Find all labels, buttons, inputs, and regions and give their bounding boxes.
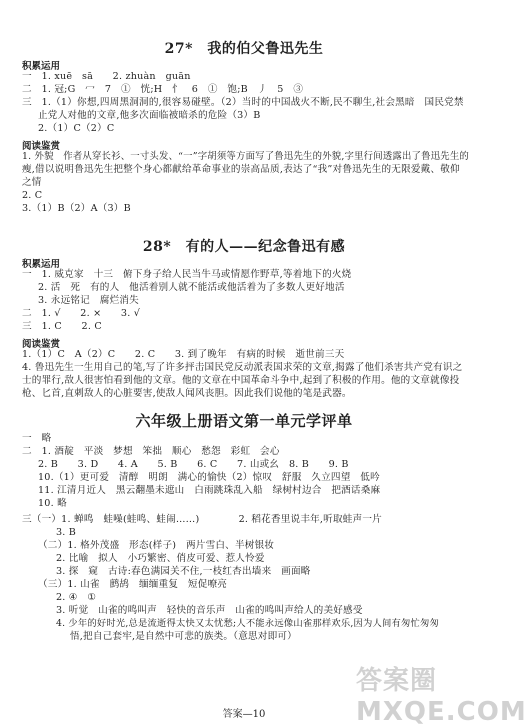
answer-line: 2.（1）C（2）C	[38, 123, 115, 134]
answer-line: 士的罪行,敌人很害怕看到他的文章。他的文章在中国革命斗争中,起到了积极的作用。他的文章就像投	[22, 375, 460, 386]
section-title-unit: 六年级上册语文第一单元学评单	[135, 412, 353, 430]
section-title-27: 27* 我的伯父鲁迅先生	[164, 41, 324, 57]
answer-line: 3.（1）B（2）A（3）B	[22, 203, 131, 214]
answer-line: 3. 探 窥 古诗:春色满园关不住,一枝红杏出墙来 画面略	[56, 566, 311, 577]
subheading-reading: 阅读鉴赏	[22, 339, 61, 350]
answer-line: 枪、匕首,直刺敌人的心脏要害,使敌人闻风丧胆。因此我们说他的笔是武器。	[22, 388, 352, 399]
answer-line: （三）1. 山雀 鹧鸪 缅缅重复 短促嘹亮	[38, 579, 228, 590]
answer-line: 二 1. 冠;G 冖 7 ① 恍;H 忄 6 ① 饱;B 丿 5 ③	[22, 84, 304, 95]
page-number: 答案—10	[222, 709, 266, 720]
answer-line: 11. 江清月近人 黑云翻墨未遮山 白雨跳珠乱入船 绿树村边合 把酒话桑麻	[38, 485, 381, 496]
answer-line: 三 1. C 2. C	[22, 321, 102, 332]
answer-line: 一 1. xuē sā 2. zhuàn guān	[22, 71, 191, 82]
answer-line: 1. 外貌 作者从穿长衫、一寸头发、“一”字胡须等方面写了鲁迅先生的外貌,字里行间透露出了鲁迅先生的	[22, 151, 469, 162]
answer-line: 2. B 3. D 4. A 5. B 6. C 7. 山或幺 8. B 9. B	[38, 459, 349, 470]
answer-line: 4. 少年的好时光,总是流逝得太快又太忧愁;人不能永远像山雀那样欢乐,因为人间有匆忙匆匆	[56, 618, 439, 629]
watermark-logo: 答案圈 MXQE.COM	[356, 666, 527, 727]
answer-line: 二 1. 酒靛 平淡 梦想 笨拙 顺心 愁怨 彩虹 会心	[22, 446, 280, 457]
subheading-accumulation: 积累运用	[22, 61, 61, 72]
answer-line: 1.（1）C A（2）C 2. C 3. 到了晚年 有病的时候 逝世前三天	[22, 349, 345, 360]
answer-line: 2. C	[22, 190, 43, 201]
answer-line: 止党人对他的文章,他多次面临被暗杀的危险（3）B	[38, 110, 261, 121]
answer-line: 2. ④ ①	[56, 592, 97, 603]
answer-line: 悟,把自己套牢,是自然中可悲的族类。（意思对即可）	[70, 631, 297, 642]
answer-line: 3. B	[56, 527, 77, 538]
answer-line: 一 1. 威克家 十三 俯下身子给人民当牛马或情愿作野草,等着地下的火烧	[22, 269, 352, 280]
answer-line: 之情	[22, 177, 42, 188]
answer-line: 3. 永远铭记 腐烂消失	[38, 295, 139, 306]
answer-line: 三（一）1. 蝉鸣 蛙噪(蛙鸣、蛙闹……) 2. 稻花香里说丰年,听取蛙声一片	[22, 514, 382, 525]
subheading-reading: 阅读鉴赏	[22, 141, 61, 152]
answer-line: 瘦,借以说明鲁迅先生把整个身心都献给革命事业的崇高品质,表达了“我”对鲁迅先生的无限爱戴、敬仰	[22, 164, 460, 175]
answer-line: （二）1. 格外茂盛 形态(样子) 两片雪白、半树银妆	[38, 540, 275, 551]
answer-line: 一 略	[22, 433, 52, 444]
answer-line: 10.（1）更可爱 清醇 明朗 满心的愉快（2）惊叹 舒服 久立四望 低吟	[38, 472, 380, 483]
answer-line: 2. 比喻 拟人 小巧繁密、俏皮可爱、惹人怜爱	[56, 553, 265, 564]
answer-line: 4. 鲁迅先生一生用自己的笔,写了许多抨击国民党反动派表国求荣的文章,揭露了他们杀害共产党有识之	[22, 362, 463, 373]
section-title-28: 28* 有的人——纪念鲁迅有感	[142, 239, 346, 255]
answer-line: 3. 听觉 山雀的鸣叫声 轻快的音乐声 山雀的鸣叫声给人的美好感受	[56, 605, 363, 616]
answer-line: 2. 活 死 有的人 他活着别人就不能活或他活着为了多数人更好地活	[38, 282, 345, 293]
answer-line: 三 1.（1）你想,四周黑洞洞的,很容易碰壁。（2）当时的中国战火不断,民不聊生,社会黑暗 国民党禁	[22, 97, 464, 108]
answer-line: 10. 略	[38, 498, 67, 509]
subheading-accumulation: 积累运用	[22, 259, 61, 270]
answer-line: 二 1. √ 2. × 3. √	[22, 308, 141, 319]
